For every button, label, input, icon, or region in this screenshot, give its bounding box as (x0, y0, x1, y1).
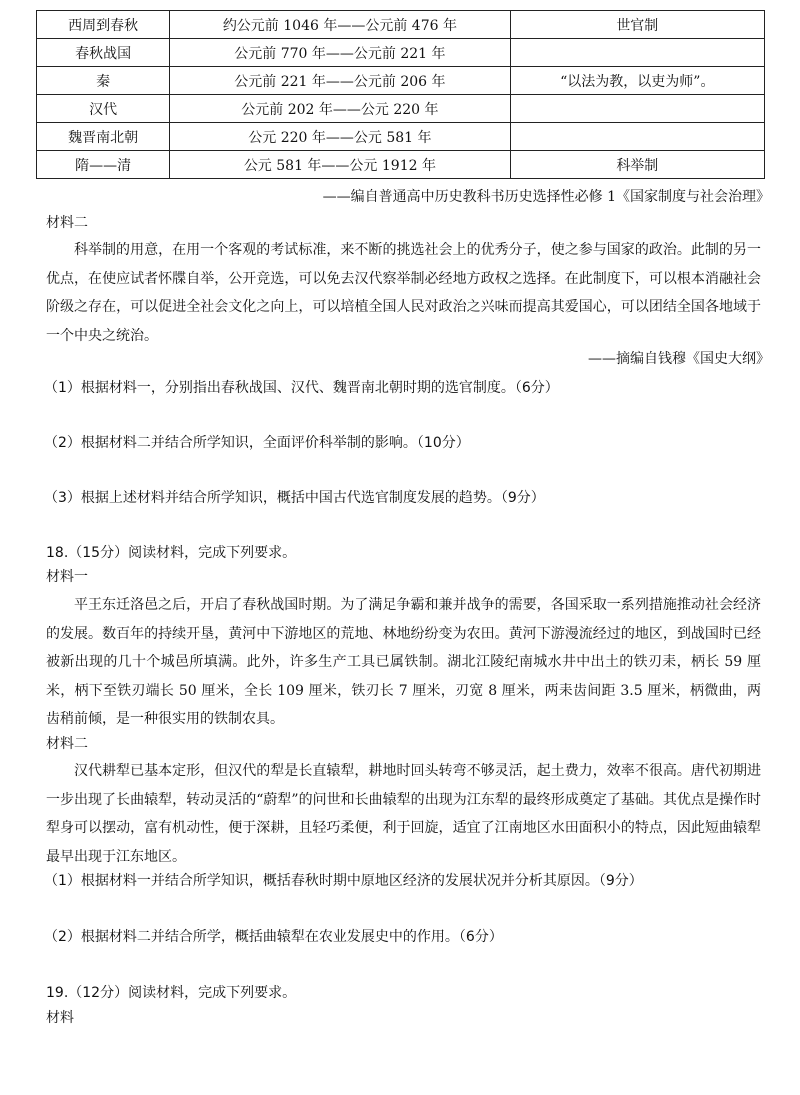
table-cell-dates: 公元 581 年——公元 1912 年 (170, 151, 510, 179)
q17-material2-label: 材料二 (46, 215, 88, 231)
source-citation-1: ——编自普通高中历史教科书历史选择性必修 1《国家制度与社会治理》 (322, 189, 770, 205)
table-row (37, 39, 765, 67)
q19-material-label: 材料 (46, 1010, 74, 1026)
official-selection-table (36, 10, 765, 179)
table-cell-dates: 约公元前 1046 年——公元前 476 年 (170, 11, 510, 39)
q17-question-1: （1）根据材料一，分别指出春秋战国、汉代、魏晋南北朝时期的选官制度。（6分） (44, 380, 559, 396)
table-cell-dates: 公元前 202 年——公元 220 年 (170, 95, 510, 123)
q17-question-2: （2）根据材料二并结合所学知识，全面评价科举制的影响。（10分） (44, 435, 470, 451)
table-cell-period: 隋——清 (37, 151, 170, 179)
table-row (37, 95, 765, 123)
table-row (37, 11, 765, 39)
table-cell-system: 科举制 (510, 151, 764, 179)
q18-material1-label: 材料一 (46, 569, 88, 585)
table-cell-system: 世官制 (510, 11, 764, 39)
q18-question-2: （2）根据材料二并结合所学，概括曲辕犁在农业发展史中的作用。（6分） (44, 929, 503, 945)
q17-question-3: （3）根据上述材料并结合所学知识，概括中国古代选官制度发展的趋势。（9分） (44, 490, 545, 506)
table-cell-period: 秦 (37, 67, 170, 95)
table-cell-system (510, 123, 764, 151)
q18-material1-text: 平王东迁洛邑之后，开启了春秋战国时期。为了满足争霸和兼并战争的需要，各国采取一系列措施推动社会经济的发展。数百年的持续开垦，黄河中下游地区的荒地、林地纷纷变为农田。黄河下游漫流经过的地区，到战国时已经被新出现的几十个城邑所填满。此外，许多生产工具已属铁制。湖北江陵纪南城水井中出土的铁刃耒，柄长 59 厘米，柄下至铁刃端长 50 厘米，全长 109 厘米，铁刃长 7 厘米，刃宽 8 厘米，两耒齿间距 3.5 厘米，柄微曲，两齿稍前倾，是一种很实用的铁制农具。 (46, 597, 761, 727)
q19-heading: 19.（12分）阅读材料，完成下列要求。 (46, 985, 297, 1001)
q18-heading: 18.（15分）阅读材料，完成下列要求。 (46, 545, 297, 561)
q18-material2-text: 汉代耕犁已基本定形，但汉代的犁是长直辕犁，耕地时回头转弯不够灵活，起土费力，效率不很高。唐代初期进一步出现了长曲辕犁，转动灵活的“蔚犁”的问世和长曲辕犁的出现为江东犁的最终形成奠定了基础。其优点是操作时犁身可以摆动，富有机动性，便于深耕，且轻巧柔便，利于回旋，适宜了江南地区水田面积小的特点，因此短曲辕犁最早出现于江东地区。 (46, 763, 761, 865)
table-cell-period: 西周到春秋 (37, 11, 170, 39)
q18-question-1: （1）根据材料一并结合所学知识，概括春秋时期中原地区经济的发展状况并分析其原因。（9分） (44, 873, 643, 889)
source-citation-2: ——摘编自钱穆《国史大纲》 (588, 351, 770, 367)
table-cell-dates: 公元 220 年——公元 581 年 (170, 123, 510, 151)
q18-material2-label: 材料二 (46, 736, 88, 752)
table-row (37, 123, 765, 151)
table-cell-period: 魏晋南北朝 (37, 123, 170, 151)
table-cell-dates: 公元前 770 年——公元前 221 年 (170, 39, 510, 67)
table-cell-dates: 公元前 221 年——公元前 206 年 (170, 67, 510, 95)
table-cell-period: 汉代 (37, 95, 170, 123)
table-cell-system (510, 39, 764, 67)
table-row (37, 67, 765, 95)
table-cell-system: “以法为教，以吏为师”。 (510, 67, 764, 95)
table-cell-system (510, 95, 764, 123)
table-cell-period: 春秋战国 (37, 39, 170, 67)
table-row (37, 151, 765, 179)
q17-material2-text: 科举制的用意，在用一个客观的考试标准，来不断的挑选社会上的优秀分子，使之参与国家的政治。此制的另一优点，在使应试者怀牒自举，公开竞选，可以免去汉代察举制必经地方政权之选择。在此制度下，可以根本消融社会阶级之存在，可以促进全社会文化之向上，可以培植全国人民对政治之兴味而提高其爱国心，可以团结全国各地域于一个中央之统治。 (46, 242, 761, 344)
